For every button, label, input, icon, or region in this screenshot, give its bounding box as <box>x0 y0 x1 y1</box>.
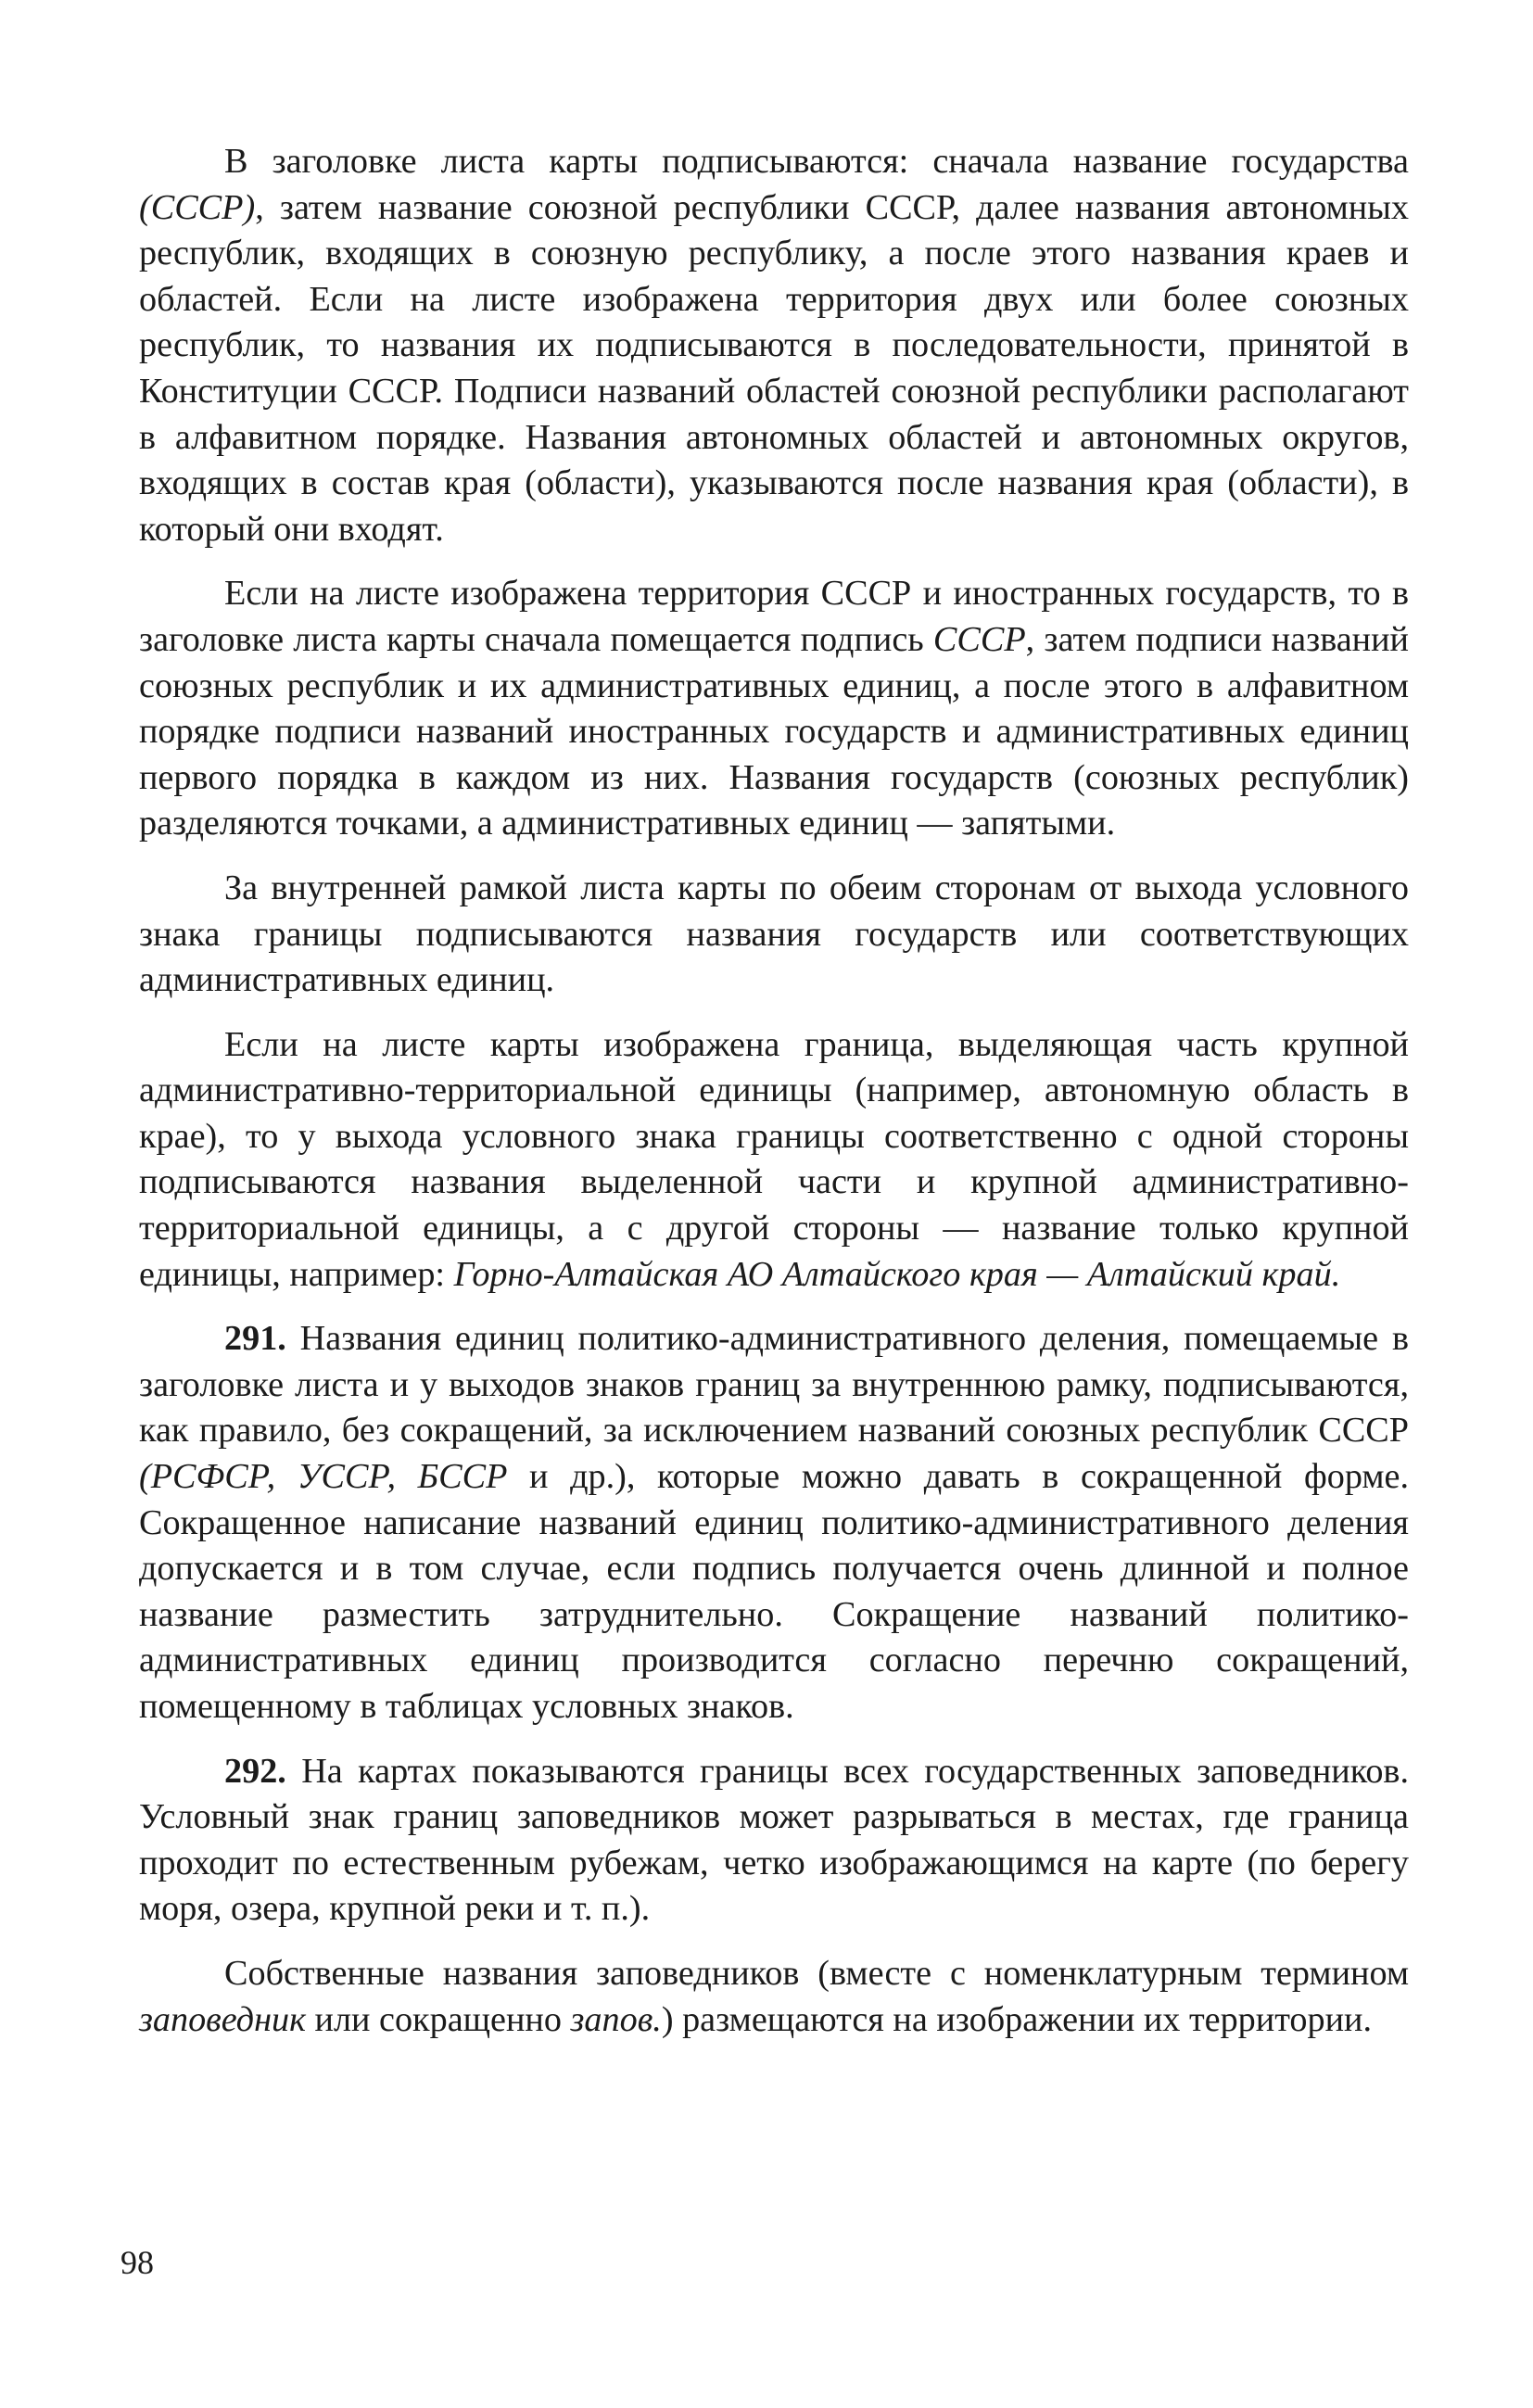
text-segment: ) размещаются на изображении их территории. <box>661 1999 1373 2039</box>
paragraph-border-part <box>139 1022 1409 1299</box>
text-segment-italic: (РСФСР, УССР, БССР <box>139 1457 508 1497</box>
text-segment: За внутренней рамкой листа карты по обеим сторонам от выхода условного знака границы подписываются названия государств или соответствующих административных единиц. <box>139 868 1409 1000</box>
text-segment: и др.), которые можно давать в сокращенной форме. Сокращенное написание названий единиц политико-административного деления допускается и в том случае, если подпись получается очень длинной и полное название разместить затруднительно. Сокращение названий политико-административных единиц производится согласно перечню сокращений, помещенному в таблицах условных знаков. <box>139 1457 1409 1726</box>
paragraph-foreign-states <box>139 571 1409 847</box>
text-segment: Названия единиц политико-административного деления, помещаемые в заголовке листа и у выходов знаков границ за внутреннюю рамку, подписываются, как правило, без сокращений, за исключением названий союзных республик СССР <box>139 1319 1409 1451</box>
document-page <box>139 139 1409 2043</box>
paragraph-reserve-names <box>139 1951 1409 2043</box>
text-segment-italic: заповедник <box>139 1999 306 2039</box>
text-segment: , затем название союзной республики СССР, далее названия автономных республик, входящих в союзную республику, а после этого названия краев и областей. Если на листе изображена территория двух или более союзных республик, то названия их подписываются в последовательности, принятой в Конституции СССР. Подписи названий областей союзной республики располагают в алфавитном порядке. Названия автономных областей и автономных округов, входящих в состав края (области), указываются после названия края (области), в который они входят. <box>139 187 1409 549</box>
paragraph-inner-frame <box>139 866 1409 1004</box>
paragraph-292 <box>139 1749 1409 1933</box>
section-number: 291. <box>224 1319 286 1359</box>
paragraph-291 <box>139 1316 1409 1730</box>
text-segment: На картах показываются границы всех государственных заповедников. Условный знак границ заповедников может разрываться в местах, где граница проходит по естественным рубежам, четко изображающимся на карте (по берегу моря, озера, крупной реки и т. п.). <box>139 1751 1409 1929</box>
text-segment: Собственные названия заповедников (вместе с номенклатурным термином <box>224 1953 1409 1993</box>
text-segment: или сокращенно <box>305 1999 571 2039</box>
paragraph-title-order <box>139 139 1409 552</box>
text-segment: В заголовке листа карты подписываются: сначала название государства <box>224 142 1409 181</box>
page-number: 98 <box>120 2244 154 2281</box>
text-segment-italic: Горно-Алтайская АО Алтайского края — Алтайский край. <box>453 1254 1341 1294</box>
text-segment: Если на листе карты изображена граница, выделяющая часть крупной административно-территориальной единицы (например, автономную область в крае), то у выхода условного знака границы соответственно с одной стороны подписываются названия выделенной части и крупной административно-территориальной единицы, а с другой стороны — название только крупной единицы, например: <box>139 1024 1409 1294</box>
text-segment-italic: (СССР) <box>139 187 256 227</box>
text-segment-italic: СССР <box>932 619 1026 659</box>
text-segment: Если на листе изображена территория СССР и иностранных государств, то в заголовке листа карты сначала помещается подпись <box>139 574 1409 659</box>
section-number: 292. <box>224 1751 286 1791</box>
text-segment-italic: запов. <box>570 1999 662 2039</box>
text-segment: , затем подписи названий союзных республик и их административных единиц, а после этого в алфавитном порядке подписи названий иностранных государств и административных единиц первого порядка в каждом из них. Названия государств (союзных республик) разделяются точками, а административных единиц — запятыми. <box>139 619 1409 843</box>
